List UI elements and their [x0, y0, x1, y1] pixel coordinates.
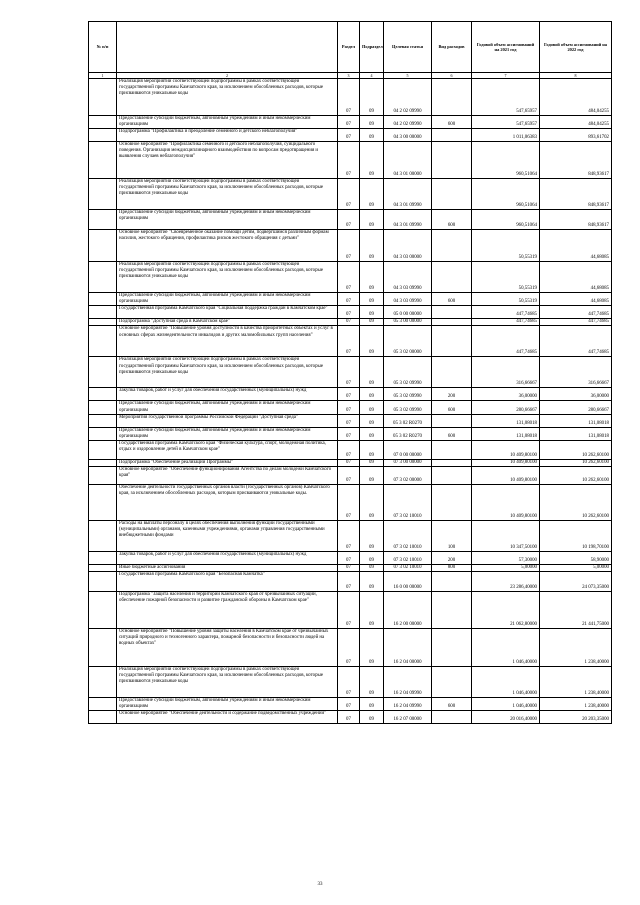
- row-num-cell: [89, 427, 117, 440]
- row-2022-cell: 131,08018: [540, 414, 612, 427]
- row-target-cell: 16 2 00 00000: [384, 592, 432, 629]
- table-row: [89, 484, 612, 520]
- row-exptype-cell: 600: [432, 698, 472, 711]
- row-2021-cell: 20 016,40000: [472, 711, 540, 724]
- row-2022-cell: 848,93617: [540, 142, 612, 179]
- row-2022-cell: 1 238,40000: [540, 698, 612, 711]
- page-number: 33: [317, 882, 323, 887]
- row-name-cell: Реализация мероприятий соответствующей подпрограммы в рамках соответствующей государственной программы Камчатского края, за исключением обособленных расходов, которые присваиваются уникальные коды: [117, 262, 338, 293]
- row-target-cell: 05 3 00 00000: [384, 319, 432, 326]
- row-section-cell: 07: [338, 388, 360, 401]
- header-target: Целевая статья: [384, 22, 432, 73]
- row-name-cell: Предоставление субсидий бюджетным, автономным учреждениям и иным некоммерческим организациям: [117, 401, 338, 414]
- row-subsection-cell: 09: [360, 427, 384, 440]
- row-exptype-cell: [432, 230, 472, 262]
- row-exptype-cell: [432, 414, 472, 427]
- row-subsection-cell: 09: [360, 129, 384, 142]
- row-2022-cell: 848,93617: [540, 179, 612, 210]
- row-section-cell: 07: [338, 230, 360, 262]
- row-exptype-cell: 200: [432, 388, 472, 401]
- row-section-cell: 07: [338, 711, 360, 724]
- row-name-cell: Предоставление субсидий бюджетным, автономным учреждениям и иным некоммерческим организациям: [117, 293, 338, 306]
- row-section-cell: 07: [338, 414, 360, 427]
- row-2022-cell: 20 203,35000: [540, 711, 612, 724]
- row-target-cell: 04 3 03 09990: [384, 262, 432, 293]
- row-exptype-cell: 600: [432, 293, 472, 306]
- row-2022-cell: 10 262,60100: [540, 466, 612, 484]
- row-2022-cell: 316,66667: [540, 357, 612, 388]
- row-name-cell: Предоставление субсидий бюджетным, автономным учреждениям и иным некоммерческим организациям: [117, 427, 338, 440]
- row-target-cell: 16 2 04 00000: [384, 629, 432, 667]
- table-row: [89, 326, 612, 357]
- table-row: [89, 667, 612, 698]
- table-row: [89, 116, 612, 129]
- table-row: [89, 388, 612, 401]
- table-row: [89, 414, 612, 427]
- row-2021-cell: 57,30000: [472, 551, 540, 564]
- row-name-cell: Мероприятия государственной программы Российской Федерации "Доступная среда": [117, 414, 338, 427]
- row-exptype-cell: [432, 440, 472, 459]
- row-num-cell: [89, 629, 117, 667]
- row-name-cell: Основное мероприятие "Обеспечение функционирования Агентства по делам молодежи Камчатского края": [117, 466, 338, 484]
- row-num-cell: [89, 230, 117, 262]
- row-2021-cell: 960,51064: [472, 210, 540, 230]
- row-exptype-cell: [432, 129, 472, 142]
- header-2021: Годовой объем ассигнований на 2021 год: [472, 22, 540, 73]
- table-row: [89, 319, 612, 326]
- row-num-cell: [89, 116, 117, 129]
- row-target-cell: 07 3 02 10010: [384, 484, 432, 520]
- row-section-cell: 07: [338, 142, 360, 179]
- budget-table: [88, 21, 612, 724]
- table-row: [89, 357, 612, 388]
- row-section-cell: 07: [338, 592, 360, 629]
- row-2021-cell: 547,65957: [472, 79, 540, 116]
- row-subsection-cell: 09: [360, 401, 384, 414]
- row-name-cell: Государственная программа Камчатского края "Социальная поддержка граждан в Камчатском крае": [117, 306, 338, 319]
- row-2021-cell: 21 062,80000: [472, 592, 540, 629]
- row-subsection-cell: 09: [360, 564, 384, 571]
- header-subsection: Подраздел: [360, 22, 384, 73]
- row-num-cell: [89, 484, 117, 520]
- table-row: [89, 440, 612, 459]
- row-name-cell: Основное мероприятие "Повышение уровня доступности в качества приоритетных объектах и услуг в основных сферах жизнедеятельности инвалидов и других маломобильных групп населения": [117, 326, 338, 357]
- row-2021-cell: 5,00000: [472, 564, 540, 571]
- row-2022-cell: 893,61702: [540, 129, 612, 142]
- row-name-cell: Предоставление субсидий бюджетным, автономным учреждениям и иным некоммерческим организациям: [117, 698, 338, 711]
- table-row: [89, 401, 612, 414]
- row-subsection-cell: 09: [360, 357, 384, 388]
- row-num-cell: [89, 129, 117, 142]
- row-exptype-cell: 600: [432, 427, 472, 440]
- table-row: [89, 129, 612, 142]
- row-2022-cell: 1 238,40000: [540, 667, 612, 698]
- row-num-cell: [89, 262, 117, 293]
- colnum-6: 6: [432, 73, 472, 79]
- row-2022-cell: 5,00000: [540, 564, 612, 571]
- row-exptype-cell: [432, 326, 472, 357]
- row-subsection-cell: 09: [360, 520, 384, 551]
- header-2022: Годовой объем ассигнований на 2022 год: [540, 22, 612, 73]
- row-2022-cell: 447,74685: [540, 319, 612, 326]
- row-2022-cell: 44,68085: [540, 230, 612, 262]
- row-2022-cell: 484,04255: [540, 79, 612, 116]
- table-row: [89, 520, 612, 551]
- table-row: [89, 293, 612, 306]
- colnum-1: 1: [89, 73, 117, 79]
- row-exptype-cell: [432, 179, 472, 210]
- row-section-cell: 07: [338, 520, 360, 551]
- row-2021-cell: 131,08018: [472, 414, 540, 427]
- row-num-cell: [89, 210, 117, 230]
- table-header-row: [89, 22, 612, 73]
- row-subsection-cell: 09: [360, 667, 384, 698]
- row-name-cell: Закупка товаров, работ и услуг для обеспечения государственных (муниципальных) нужд: [117, 388, 338, 401]
- row-exptype-cell: [432, 466, 472, 484]
- row-subsection-cell: 09: [360, 210, 384, 230]
- table-row: [89, 142, 612, 179]
- row-name-cell: Основное мероприятие "Своевременное оказание помощи детям, подвергшимся различным формам насилия, жестокого обращения, профилактика рисков жестокого обращения с детьми": [117, 230, 338, 262]
- row-2021-cell: 1 046,40000: [472, 667, 540, 698]
- row-subsection-cell: 09: [360, 414, 384, 427]
- table-row: [89, 711, 612, 724]
- row-2021-cell: 50,55319: [472, 230, 540, 262]
- row-name-cell: Подпрограмма "Обеспечение реализации Программы": [117, 459, 338, 466]
- table-row: [89, 564, 612, 571]
- row-section-cell: 07: [338, 427, 360, 440]
- row-target-cell: 16 2 04 09990: [384, 698, 432, 711]
- row-num-cell: [89, 711, 117, 724]
- row-section-cell: 07: [338, 667, 360, 698]
- row-target-cell: 04 3 00 00000: [384, 129, 432, 142]
- row-target-cell: 16 2 04 09990: [384, 667, 432, 698]
- table-row: [89, 427, 612, 440]
- row-num-cell: [89, 388, 117, 401]
- row-num-cell: [89, 440, 117, 459]
- row-2021-cell: 36,00000: [472, 388, 540, 401]
- colnum-2: 2: [117, 73, 338, 79]
- row-target-cell: 07 3 02 00000: [384, 466, 432, 484]
- row-2022-cell: 58,90000: [540, 551, 612, 564]
- row-subsection-cell: 09: [360, 440, 384, 459]
- row-2021-cell: 23 286,40000: [472, 572, 540, 592]
- row-2022-cell: 21 441,75000: [540, 592, 612, 629]
- row-subsection-cell: 09: [360, 179, 384, 210]
- row-num-cell: [89, 326, 117, 357]
- row-subsection-cell: 09: [360, 79, 384, 116]
- row-target-cell: 05 3 02 00000: [384, 326, 432, 357]
- row-target-cell: 05 0 00 00000: [384, 306, 432, 319]
- row-subsection-cell: 09: [360, 698, 384, 711]
- row-name-cell: Подпрограмма "Профилактика и преодоление семейного и детского неблагополучия": [117, 129, 338, 142]
- table-row: [89, 230, 612, 262]
- row-section-cell: 07: [338, 466, 360, 484]
- row-name-cell: Реализация мероприятий соответствующей подпрограммы в рамках соответствующей государственной программы Камчатского края, за исключением обособленных расходов, которые присваиваются уникальные коды: [117, 79, 338, 116]
- row-subsection-cell: 09: [360, 230, 384, 262]
- row-subsection-cell: 09: [360, 572, 384, 592]
- row-exptype-cell: 600: [432, 401, 472, 414]
- row-num-cell: [89, 306, 117, 319]
- row-name-cell: Иные бюджетные ассигнования: [117, 564, 338, 571]
- row-exptype-cell: [432, 357, 472, 388]
- table-row: [89, 572, 612, 592]
- row-section-cell: 07: [338, 319, 360, 326]
- row-name-cell: Государственная программа Камчатского края "Безопасная Камчатка": [117, 572, 338, 592]
- row-2021-cell: 10 409,80100: [472, 440, 540, 459]
- row-2021-cell: 1 011,06383: [472, 129, 540, 142]
- row-name-cell: Государственная программа Камчатского края "Физическая культура, спорт, молодежная политика, отдых и оздоровление детей в Камчатском крае": [117, 440, 338, 459]
- row-2022-cell: 447,74685: [540, 326, 612, 357]
- row-section-cell: 07: [338, 698, 360, 711]
- row-target-cell: 05 3 02 09990: [384, 357, 432, 388]
- row-2022-cell: 131,08018: [540, 427, 612, 440]
- table-row: [89, 466, 612, 484]
- row-2021-cell: 50,55319: [472, 293, 540, 306]
- header-name: [117, 22, 338, 73]
- row-name-cell: Реализация мероприятий соответствующей подпрограммы в рамках соответствующей государственной программы Камчатского края, за исключением обособленных расходов, которые присваиваются уникальные коды: [117, 179, 338, 210]
- row-name-cell: Подпрограмма "Доступная среда в Камчатском крае": [117, 319, 338, 326]
- row-section-cell: 07: [338, 484, 360, 520]
- row-target-cell: 05 3 02 09990: [384, 388, 432, 401]
- row-section-cell: 07: [338, 179, 360, 210]
- row-target-cell: 04 3 01 09990: [384, 210, 432, 230]
- row-num-cell: [89, 551, 117, 564]
- row-target-cell: 07 3 02 10010: [384, 520, 432, 551]
- table-row: [89, 262, 612, 293]
- row-num-cell: [89, 401, 117, 414]
- row-num-cell: [89, 179, 117, 210]
- row-2022-cell: 280,66667: [540, 401, 612, 414]
- row-subsection-cell: 09: [360, 711, 384, 724]
- row-exptype-cell: [432, 484, 472, 520]
- row-2022-cell: 10 262,60100: [540, 440, 612, 459]
- row-2021-cell: 960,51064: [472, 179, 540, 210]
- row-name-cell: Закупка товаров, работ и услуг для обеспечения государственных (муниципальных) нужд: [117, 551, 338, 564]
- row-exptype-cell: [432, 667, 472, 698]
- colnum-8: 8: [540, 73, 612, 79]
- row-target-cell: 16 0 00 00000: [384, 572, 432, 592]
- row-name-cell: Реализация мероприятий соответствующей подпрограммы в рамках соответствующей государственной программы Камчатского края, за исключением обособленных расходов, которые присваиваются уникальные коды: [117, 667, 338, 698]
- row-2022-cell: 10 262,60100: [540, 484, 612, 520]
- row-target-cell: 05 3 02 09990: [384, 401, 432, 414]
- row-target-cell: 04 3 03 00000: [384, 230, 432, 262]
- row-section-cell: 07: [338, 262, 360, 293]
- row-exptype-cell: [432, 262, 472, 293]
- row-num-cell: [89, 698, 117, 711]
- row-name-cell: Предоставление субсидий бюджетным, автономным учреждениям и иным некоммерческим организациям: [117, 210, 338, 230]
- row-num-cell: [89, 319, 117, 326]
- row-target-cell: 07 0 00 00000: [384, 440, 432, 459]
- row-2021-cell: 447,74685: [472, 306, 540, 319]
- row-section-cell: 07: [338, 79, 360, 116]
- row-2022-cell: 1 238,40000: [540, 629, 612, 667]
- row-subsection-cell: 09: [360, 262, 384, 293]
- header-section: Раздел: [338, 22, 360, 73]
- row-exptype-cell: [432, 459, 472, 466]
- row-2022-cell: 484,04255: [540, 116, 612, 129]
- table-row: [89, 79, 612, 116]
- row-target-cell: 07 3 02 10010: [384, 551, 432, 564]
- row-section-cell: 07: [338, 459, 360, 466]
- row-name-cell: Предоставление субсидий бюджетным, автономным учреждениям и иным некоммерческим организациям: [117, 116, 338, 129]
- row-target-cell: 05 3 02 R0270: [384, 414, 432, 427]
- row-subsection-cell: 09: [360, 293, 384, 306]
- row-target-cell: 07 3 02 10010: [384, 564, 432, 571]
- row-2021-cell: 280,66667: [472, 401, 540, 414]
- row-2021-cell: 447,74685: [472, 319, 540, 326]
- row-2021-cell: 10 409,80100: [472, 466, 540, 484]
- row-subsection-cell: 09: [360, 388, 384, 401]
- row-name-cell: Основное мероприятие "Профилактика семейного и детского неблагополучия, суицидального поведения. Организация междисциплинарного взаимодействия по вопросам предотвращения и выявления случаев неблагополучия": [117, 142, 338, 179]
- row-target-cell: 05 3 02 R0270: [384, 427, 432, 440]
- row-name-cell: Основное мероприятие "Повышение уровня защиты населения в Камчатском крае от чрезвычайных ситуаций природного и техногенного характера, пожарной безопасности и безопасности людей на водных объектах": [117, 629, 338, 667]
- table-body: [89, 79, 612, 724]
- row-exptype-cell: [432, 306, 472, 319]
- row-exptype-cell: [432, 79, 472, 116]
- row-exptype-cell: [432, 142, 472, 179]
- table-row: [89, 698, 612, 711]
- table-row: [89, 179, 612, 210]
- row-target-cell: 04 3 03 09990: [384, 293, 432, 306]
- row-2021-cell: 316,66667: [472, 357, 540, 388]
- row-target-cell: 04 3 01 00000: [384, 142, 432, 179]
- row-subsection-cell: 09: [360, 484, 384, 520]
- row-section-cell: 07: [338, 401, 360, 414]
- row-exptype-cell: 200: [432, 551, 472, 564]
- row-name-cell: Подпрограмма "Защита населения и территорий Камчатского края от чрезвычайных ситуаций, обеспечение пожарной безопасности и развитие гражданской обороны в Камчатском крае": [117, 592, 338, 629]
- row-subsection-cell: 09: [360, 142, 384, 179]
- row-2022-cell: 10 198,70100: [540, 520, 612, 551]
- row-subsection-cell: 09: [360, 551, 384, 564]
- row-2021-cell: 1 046,40000: [472, 629, 540, 667]
- row-2022-cell: 10 262,60100: [540, 459, 612, 466]
- row-exptype-cell: [432, 319, 472, 326]
- row-target-cell: 04 2 02 09990: [384, 79, 432, 116]
- row-section-cell: 07: [338, 306, 360, 319]
- row-2021-cell: 447,74685: [472, 326, 540, 357]
- row-exptype-cell: [432, 572, 472, 592]
- row-2022-cell: 848,93617: [540, 210, 612, 230]
- row-name-cell: Основное мероприятие "Обеспечение деятельности и содержание подведомственных учреждений": [117, 711, 338, 724]
- row-exptype-cell: [432, 711, 472, 724]
- row-subsection-cell: 09: [360, 306, 384, 319]
- row-exptype-cell: 100: [432, 520, 472, 551]
- row-section-cell: 07: [338, 210, 360, 230]
- table-row: [89, 210, 612, 230]
- row-section-cell: 07: [338, 564, 360, 571]
- row-target-cell: 16 2 07 00000: [384, 711, 432, 724]
- row-section-cell: 07: [338, 440, 360, 459]
- row-subsection-cell: 09: [360, 459, 384, 466]
- row-exptype-cell: 600: [432, 116, 472, 129]
- row-2021-cell: 547,65957: [472, 116, 540, 129]
- row-section-cell: 07: [338, 326, 360, 357]
- row-2022-cell: 44,68085: [540, 293, 612, 306]
- row-2021-cell: 10 347,50100: [472, 520, 540, 551]
- row-num-cell: [89, 142, 117, 179]
- row-num-cell: [89, 466, 117, 484]
- row-target-cell: 04 3 01 09990: [384, 179, 432, 210]
- row-num-cell: [89, 520, 117, 551]
- row-2022-cell: 36,00000: [540, 388, 612, 401]
- row-subsection-cell: 09: [360, 319, 384, 326]
- row-num-cell: [89, 459, 117, 466]
- row-section-cell: 07: [338, 116, 360, 129]
- row-2021-cell: 10 409,80100: [472, 484, 540, 520]
- header-exptype: Вид расходов: [432, 22, 472, 73]
- row-num-cell: [89, 357, 117, 388]
- row-num-cell: [89, 564, 117, 571]
- row-exptype-cell: 800: [432, 564, 472, 571]
- row-exptype-cell: 600: [432, 210, 472, 230]
- row-num-cell: [89, 79, 117, 116]
- table-row: [89, 592, 612, 629]
- row-2021-cell: 960,51064: [472, 142, 540, 179]
- table-row: [89, 551, 612, 564]
- table-row: [89, 306, 612, 319]
- row-exptype-cell: [432, 629, 472, 667]
- row-num-cell: [89, 293, 117, 306]
- row-section-cell: 07: [338, 293, 360, 306]
- row-2022-cell: 447,74685: [540, 306, 612, 319]
- row-name-cell: Расходы на выплаты персоналу в целях обеспечения выполнения функций государственными (муниципальными) органами, казенными учреждениями, органами управления государственными внебюджетными фондами: [117, 520, 338, 551]
- row-name-cell: Реализация мероприятий соответствующей подпрограммы в рамках соответствующей государственной программы Камчатского края, за исключением обособленных расходов, которые присваиваются уникальные коды: [117, 357, 338, 388]
- row-subsection-cell: 09: [360, 116, 384, 129]
- row-num-cell: [89, 667, 117, 698]
- row-subsection-cell: 09: [360, 592, 384, 629]
- row-2021-cell: 1 046,40000: [472, 698, 540, 711]
- row-num-cell: [89, 592, 117, 629]
- colnum-7: 7: [472, 73, 540, 79]
- table-row: [89, 459, 612, 466]
- row-2021-cell: 50,55319: [472, 262, 540, 293]
- row-section-cell: 07: [338, 551, 360, 564]
- row-exptype-cell: [432, 592, 472, 629]
- colnum-3: 3: [338, 73, 360, 79]
- row-name-cell: Обеспечение деятельности государственных органов власти (государственных органов) Камчатского края, за исключением обособленных расходов, которым присваиваются уникальные коды.: [117, 484, 338, 520]
- colnum-4: 4: [360, 73, 384, 79]
- row-section-cell: 07: [338, 629, 360, 667]
- row-subsection-cell: 09: [360, 466, 384, 484]
- row-target-cell: 04 2 02 09990: [384, 116, 432, 129]
- row-subsection-cell: 09: [360, 326, 384, 357]
- row-num-cell: [89, 572, 117, 592]
- row-section-cell: 07: [338, 572, 360, 592]
- row-section-cell: 07: [338, 129, 360, 142]
- row-2021-cell: 10 409,80100: [472, 459, 540, 466]
- row-subsection-cell: 09: [360, 629, 384, 667]
- row-num-cell: [89, 414, 117, 427]
- colnum-5: 5: [384, 73, 432, 79]
- row-2021-cell: 131,08018: [472, 427, 540, 440]
- row-target-cell: 07 3 00 00000: [384, 459, 432, 466]
- header-num: № п/п: [89, 22, 117, 73]
- table-row: [89, 629, 612, 667]
- row-section-cell: 07: [338, 357, 360, 388]
- row-2022-cell: 24 073,35000: [540, 572, 612, 592]
- row-2022-cell: 44,68085: [540, 262, 612, 293]
